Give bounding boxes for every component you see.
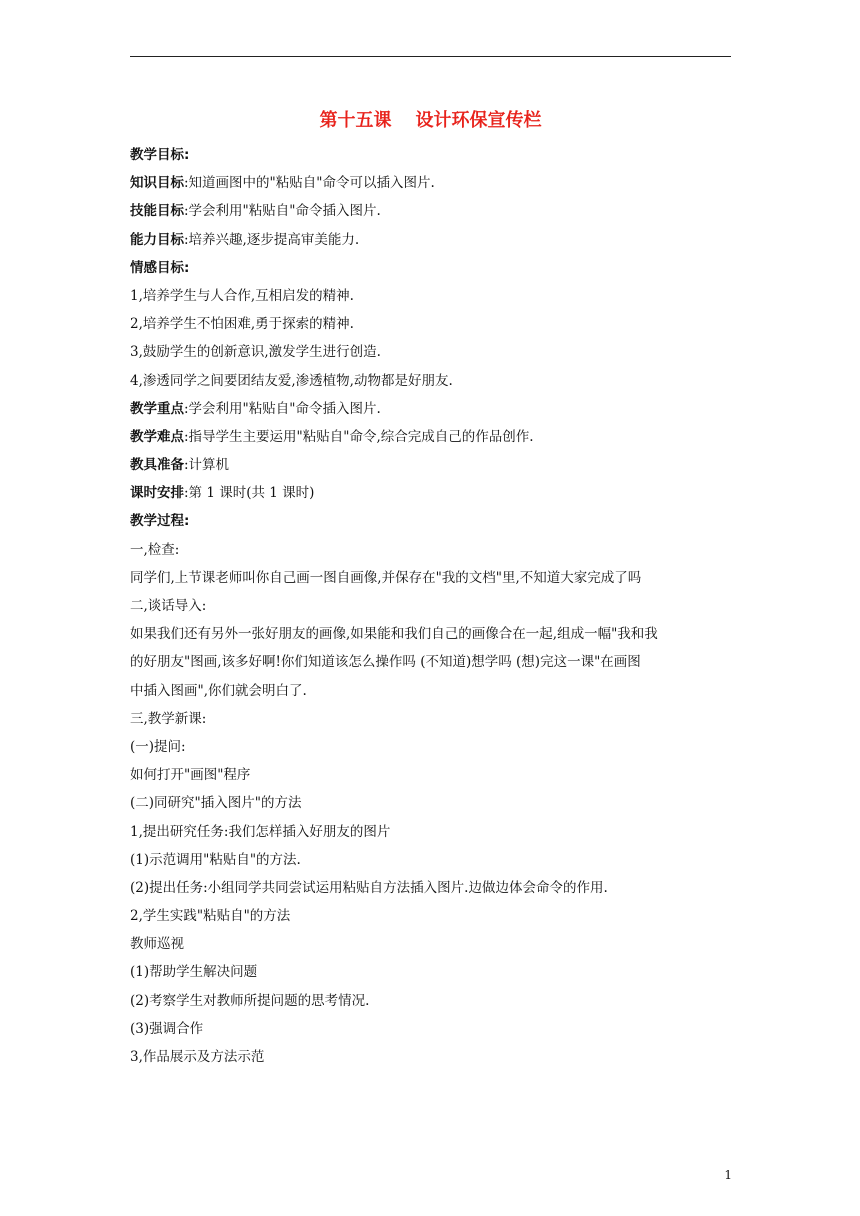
line-text: :计算机 bbox=[184, 457, 230, 474]
line-text: (3)强调合作 bbox=[130, 1020, 204, 1037]
line-text: 1,培养学生与人合作,互相启发的精神. bbox=[130, 287, 354, 304]
line-text: :指导学生主要运用"粘贴自"命令,综合完成自己的作品创作. bbox=[184, 428, 534, 445]
text-line bbox=[130, 141, 731, 169]
text-line bbox=[130, 423, 731, 451]
text-line bbox=[130, 338, 731, 366]
text-line bbox=[130, 987, 731, 1015]
text-line bbox=[130, 818, 731, 846]
text-line bbox=[130, 846, 731, 874]
line-text: 如何打开"画图"程序 bbox=[130, 767, 251, 784]
text-line bbox=[130, 197, 731, 225]
document-body bbox=[130, 141, 731, 1071]
page-title bbox=[130, 106, 731, 132]
line-label: 能力目标 bbox=[130, 231, 184, 248]
line-text: :培养兴趣,逐步提高审美能力. bbox=[184, 231, 360, 248]
line-label: 课时安排 bbox=[130, 485, 184, 502]
text-line bbox=[130, 620, 731, 648]
line-label: 知识目标 bbox=[130, 175, 184, 192]
text-line bbox=[130, 705, 731, 733]
line-text: 1,提出研究任务:我们怎样插入好朋友的图片 bbox=[130, 823, 391, 840]
line-text: 2,培养学生不怕困难,勇于探索的精神. bbox=[130, 316, 354, 333]
text-line bbox=[130, 282, 731, 310]
line-label: 技能目标 bbox=[130, 203, 184, 220]
line-label: 情感目标: bbox=[130, 259, 190, 276]
line-text: (二)同研究"插入图片"的方法 bbox=[130, 795, 302, 812]
line-text: :学会利用"粘贴自"命令插入图片. bbox=[184, 400, 381, 417]
text-line bbox=[130, 169, 731, 197]
line-text: 三,教学新课: bbox=[130, 710, 207, 727]
text-line bbox=[130, 226, 731, 254]
text-line bbox=[130, 789, 731, 817]
text-line bbox=[130, 592, 731, 620]
line-label: 教学重点 bbox=[130, 400, 184, 417]
text-line bbox=[130, 677, 731, 705]
text-line bbox=[130, 451, 731, 479]
line-text: (1)帮助学生解决问题 bbox=[130, 964, 258, 981]
line-text: 3,作品展示及方法示范 bbox=[130, 1049, 265, 1065]
text-line bbox=[130, 930, 731, 958]
line-text: (2)提出任务:小组同学共同尝试运用粘贴自方法插入图片.边做边体会命令的作用. bbox=[130, 879, 608, 896]
text-line bbox=[130, 310, 731, 338]
line-text: 同学们,上节课老师叫你自己画一图自画像,并保存在"我的文档"里,不知道大家完成了吗 bbox=[130, 569, 642, 586]
text-line bbox=[130, 958, 731, 986]
line-text: 一,检查: bbox=[130, 541, 180, 558]
text-line bbox=[130, 254, 731, 282]
text-line bbox=[130, 874, 731, 902]
text-line bbox=[130, 507, 731, 535]
text-line bbox=[130, 1015, 731, 1043]
text-line bbox=[130, 564, 731, 592]
text-line bbox=[130, 902, 731, 930]
line-text: 如果我们还有另外一张好朋友的画像,如果能和我们自己的画像合在一起,组成一幅"我和我 bbox=[130, 626, 658, 643]
line-text: :第 1 课时(共 1 课时) bbox=[184, 485, 315, 502]
title-lesson-number: 第十五课 bbox=[319, 110, 392, 131]
line-text: (1)示范调用"粘贴自"的方法. bbox=[130, 851, 301, 868]
text-line bbox=[130, 761, 731, 789]
line-text: (2)考察学生对教师所提问题的思考情况. bbox=[130, 992, 370, 1009]
text-line bbox=[130, 395, 731, 423]
text-line bbox=[130, 367, 731, 395]
page-number: 1 bbox=[724, 1168, 732, 1182]
text-line bbox=[130, 733, 731, 761]
line-text: 3,鼓励学生的创新意识,激发学生进行创造. bbox=[130, 344, 381, 361]
line-text: :学会利用"粘贴自"命令插入图片. bbox=[184, 203, 381, 220]
line-text: 2,学生实践"粘贴自"的方法 bbox=[130, 908, 291, 925]
text-line bbox=[130, 536, 731, 564]
line-text: 教师巡视 bbox=[130, 936, 184, 953]
line-label: 教学过程: bbox=[130, 513, 190, 530]
line-text: 的好朋友"图画,该多好啊!你们知道该怎么操作吗 (不知道)想学吗 (想)完这一课"在画图 bbox=[130, 654, 641, 671]
line-label: 教具准备 bbox=[130, 457, 184, 474]
text-line bbox=[130, 479, 731, 507]
line-label: 教学目标: bbox=[130, 147, 190, 163]
line-text: 4,渗透同学之间要团结友爱,渗透植物,动物都是好朋友. bbox=[130, 372, 453, 389]
line-text: :知道画图中的"粘贴自"命令可以插入图片. bbox=[184, 175, 435, 192]
line-text: (一)提问: bbox=[130, 738, 186, 755]
header-rule bbox=[130, 56, 731, 57]
title-lesson-name: 设计环保宣传栏 bbox=[415, 110, 542, 131]
text-line bbox=[130, 648, 731, 676]
line-text: 中插入图画",你们就会明白了. bbox=[130, 682, 307, 699]
line-label: 教学难点 bbox=[130, 428, 184, 445]
line-text: 二,谈话导入: bbox=[130, 598, 207, 614]
text-line bbox=[130, 1043, 731, 1071]
